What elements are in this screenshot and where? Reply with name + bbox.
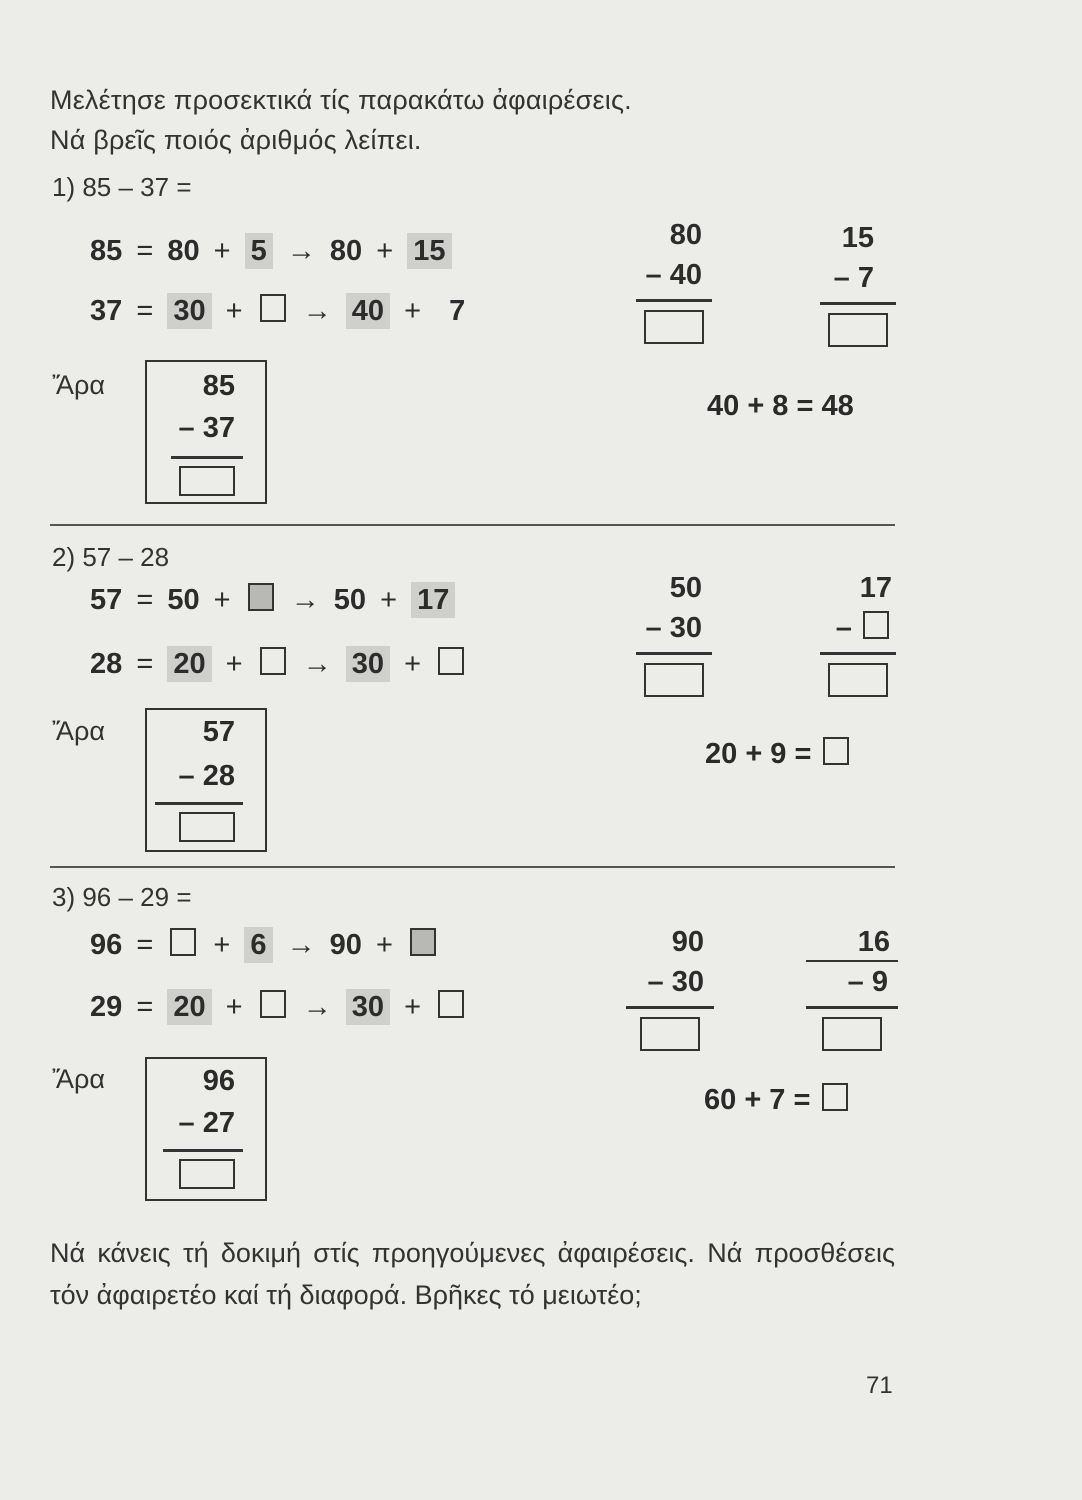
ex1-col1-bottom: – 40 [645, 259, 702, 291]
ex1-r2-a: 30 [167, 293, 211, 329]
ex2-col2-bottom: – [835, 612, 852, 644]
arrow-icon: → [290, 584, 320, 616]
page-number: 71 [866, 1372, 893, 1399]
ex1-r1-lhs: 85 [90, 235, 123, 267]
answer-box[interactable] [828, 313, 888, 347]
arrow-icon: → [286, 929, 316, 961]
answer-box[interactable] [179, 466, 235, 496]
ex3-col1-top: 90 [671, 926, 704, 958]
ex1-r2-c: 40 [346, 293, 390, 329]
ex2-result [705, 737, 852, 771]
exercise-1-title: 1) 85 – 37 = [52, 172, 192, 202]
plus-sign: + [213, 235, 231, 267]
ex2-column-sub-2 [820, 568, 896, 697]
equals-sign: = [136, 295, 154, 327]
arrow-icon: → [302, 648, 332, 680]
ex1-column-sub-2 [820, 218, 896, 347]
ex3-therefore-frame [145, 1057, 267, 1201]
exercise-3-row-1 [90, 928, 439, 962]
ex1-col2-bottom: – 7 [833, 262, 874, 294]
plus-sign: + [213, 929, 231, 961]
ex3-col2-top: 16 [806, 922, 898, 962]
answer-box[interactable] [640, 1017, 700, 1051]
ex1-r1-a: 80 [167, 235, 200, 267]
sum-line [163, 1149, 243, 1152]
answer-box[interactable] [822, 1083, 848, 1111]
equals-sign: = [136, 929, 154, 961]
exercise-2-title: 2) 57 – 28 [52, 542, 170, 572]
ex3-apa-bottom: – 27 [178, 1107, 235, 1139]
equals-sign: = [136, 235, 154, 267]
ex2-r1-d: 17 [411, 582, 455, 618]
separator-line [50, 524, 895, 526]
ex2-col1-bottom: – 30 [645, 612, 702, 644]
answer-box[interactable] [260, 294, 286, 322]
sum-line [171, 456, 243, 459]
ex1-r1-c: 80 [329, 235, 363, 267]
exercise-1-row-2 [90, 294, 465, 328]
ex2-therefore-label: Ἄρα [52, 716, 105, 746]
sum-line [820, 302, 896, 305]
instruction-line-2: Νά βρεῖς ποιός ἀριθμός λείπει. [50, 125, 422, 155]
answer-box[interactable] [410, 928, 436, 956]
answer-box[interactable] [863, 611, 889, 639]
ex3-r2-c: 30 [346, 989, 390, 1025]
ex1-apa-top: 85 [202, 370, 235, 402]
ex3-r1-b: 6 [244, 927, 272, 963]
ex2-r2-c: 30 [346, 646, 390, 682]
plus-sign: + [375, 929, 393, 961]
answer-box[interactable] [644, 663, 704, 697]
equals-sign: = [136, 991, 154, 1023]
exercise-3-row-2 [90, 990, 467, 1024]
answer-box[interactable] [438, 647, 464, 675]
plus-sign: + [404, 991, 422, 1023]
ex3-r1-c: 90 [329, 929, 362, 961]
ex1-therefore-frame [145, 360, 267, 504]
ex2-col1-top: 50 [669, 572, 702, 604]
ex2-r2-lhs: 28 [90, 648, 123, 680]
ex2-therefore-frame [145, 708, 267, 852]
sum-line [636, 299, 712, 302]
arrow-icon: → [302, 295, 332, 327]
ex3-column-sub-2 [806, 922, 898, 1051]
ex2-apa-top: 57 [202, 716, 235, 748]
answer-box[interactable] [260, 647, 286, 675]
ex3-result-text: 60 + 7 = [704, 1084, 811, 1116]
answer-box[interactable] [828, 663, 888, 697]
ex3-therefore-label: Ἄρα [52, 1064, 105, 1094]
plus-sign: + [380, 584, 398, 616]
ex1-therefore-label: Ἄρα [52, 370, 105, 400]
sum-line [820, 652, 896, 655]
instruction-line-1: Μελέτησε προσεκτικά τίς παρακάτω ἀφαιρέσεις. [50, 85, 632, 115]
sum-line [626, 1006, 714, 1009]
equals-sign: = [136, 648, 154, 680]
sum-line [806, 1006, 898, 1009]
ex1-result: 40 + 8 = 48 [707, 390, 854, 422]
ex1-col2-top: 15 [841, 222, 874, 254]
ex1-r1-b: 5 [245, 233, 273, 269]
sum-line [636, 652, 712, 655]
answer-box[interactable] [170, 928, 196, 956]
plus-sign: + [225, 991, 243, 1023]
plus-sign: + [225, 648, 243, 680]
plus-sign: + [404, 648, 422, 680]
ex3-r1-lhs: 96 [90, 929, 123, 961]
ex2-column-sub-1 [636, 568, 712, 697]
answer-box[interactable] [644, 310, 704, 344]
ex3-col1-bottom: – 30 [647, 966, 704, 998]
plus-sign: + [213, 584, 231, 616]
ex3-apa-top: 96 [202, 1065, 235, 1097]
sum-line [155, 802, 243, 805]
exercise-1-row-1 [90, 235, 452, 268]
ex1-r1-d: 15 [407, 233, 451, 269]
ex1-apa-bottom: – 37 [178, 412, 235, 444]
ex1-r2-d: 7 [449, 295, 466, 327]
ex1-col1-top: 80 [669, 219, 702, 251]
ex1-r2-lhs: 37 [90, 295, 123, 327]
answer-box[interactable] [822, 1017, 882, 1051]
ex2-result-text: 20 + 9 = [705, 738, 812, 770]
ex3-r2-a: 20 [167, 989, 211, 1025]
ex3-result [704, 1083, 851, 1117]
ex2-r1-lhs: 57 [90, 584, 123, 616]
ex2-r2-a: 20 [167, 646, 211, 682]
ex1-column-sub-1 [636, 215, 712, 344]
ex3-col2-bottom: – 9 [847, 966, 888, 998]
exercise-2-row-1 [90, 583, 455, 617]
ex3-r2-lhs: 29 [90, 991, 123, 1023]
ex2-col2-top: 17 [859, 572, 892, 604]
equals-sign: = [136, 584, 154, 616]
exercise-3-title: 3) 96 – 29 = [52, 882, 192, 912]
plus-sign: + [225, 295, 243, 327]
answer-box[interactable] [823, 737, 849, 765]
ex2-apa-bottom: – 28 [178, 760, 235, 792]
closing-instruction: Νά κάνεις τή δοκιμή στίς προηγούμενες ἀφαιρέσεις. Νά προσθέσεις τόν ἀφαιρετέο καί τή διαφορά. Βρῆκες τό μειωτέο; [50, 1238, 895, 1310]
ex2-col2-bottom-row [820, 608, 896, 648]
separator-line [50, 866, 895, 868]
plus-sign: + [404, 295, 422, 327]
answer-box[interactable] [260, 990, 286, 1018]
arrow-icon: → [302, 991, 332, 1023]
answer-box[interactable] [179, 812, 235, 842]
answer-box[interactable] [179, 1159, 235, 1189]
exercise-2-row-2 [90, 647, 467, 681]
arrow-icon: → [286, 235, 316, 267]
plus-sign: + [376, 235, 394, 267]
ex2-r1-c: 50 [333, 584, 367, 616]
answer-box[interactable] [438, 990, 464, 1018]
ex2-r1-a: 50 [167, 584, 200, 616]
ex3-column-sub-1 [626, 922, 714, 1051]
answer-box[interactable] [248, 583, 274, 611]
